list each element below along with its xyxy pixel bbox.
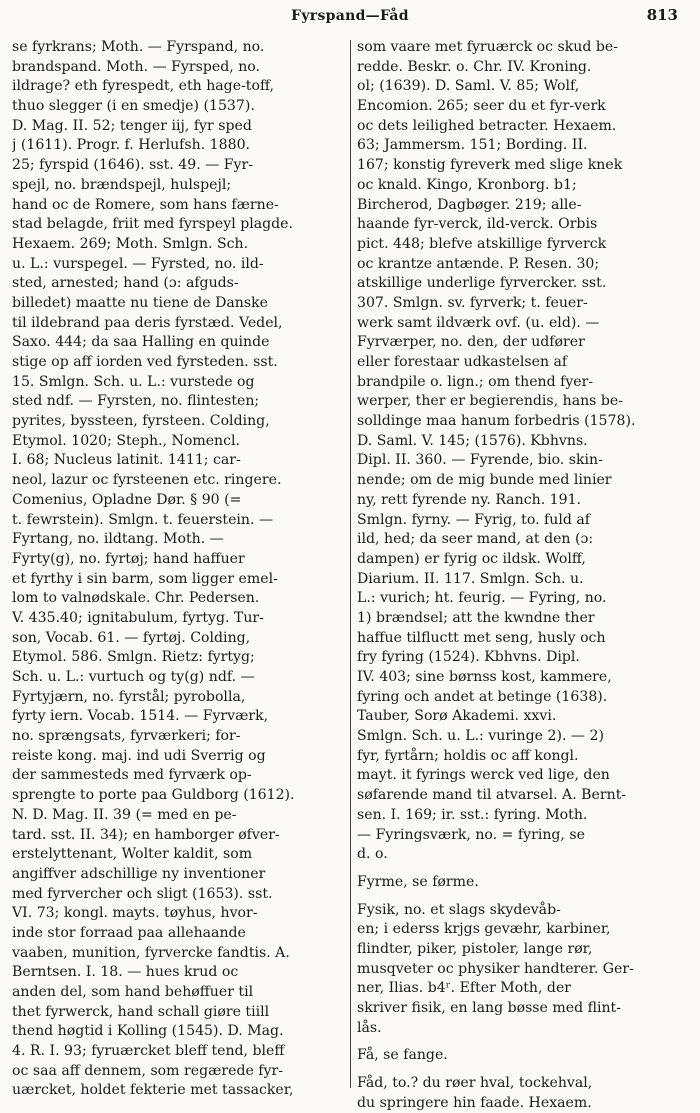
text-line: erstelyttenant, Wolter kaldit, som xyxy=(12,846,253,863)
paragraph-gap xyxy=(357,893,692,901)
text-line: nende; om de mig bunde med linier xyxy=(357,472,612,489)
left-column xyxy=(12,38,347,1101)
text-line: oc krantze antænde. P. Resen. 30; xyxy=(357,255,600,272)
text-line: angiffver adschillige ny inventioner xyxy=(12,865,266,882)
text-line: du springere hin faade. Hexaem. xyxy=(357,1094,592,1111)
text-line: Dipl. II. 360. — Fyrende, bio. skin- xyxy=(357,452,603,469)
text-line: fyr, fyrtårn; holdis oc aff kongl. xyxy=(357,747,579,764)
text-line: Hexaem. 269; Moth. Smlgn. Sch. xyxy=(12,235,249,252)
text-line: stad belagde, friit med fyrspeyl plagde. xyxy=(12,216,293,233)
text-line: vaaben, munition, fyrvercke fandtis. A. xyxy=(12,944,290,961)
text-line: billedet) maatte nu tiene de Danske xyxy=(12,294,268,311)
text-line: sted, arnested; hand (ɔ: afguds- xyxy=(12,275,239,292)
running-title: Fyrspand—Fåd xyxy=(291,8,409,24)
text-line: 25; fyrspid (1646). sst. 49. — Fyr- xyxy=(12,157,253,174)
text-line: fry fyring (1524). Kbhvns. Dipl. xyxy=(357,649,580,666)
text-line: Fysik, no. et slags skydevåb- xyxy=(357,901,561,918)
text-line: D. Mag. II. 52; tenger iij, fyr sped xyxy=(12,117,252,134)
text-line: Smlgn. fyrny. — Fyrig, to. fuld af xyxy=(357,511,590,528)
text-line: tard. sst. II. 34); en hamborger øfver- xyxy=(12,826,280,843)
text-line: Tauber, Sorø Akademi. xxvi. xyxy=(357,708,557,725)
right-column xyxy=(357,38,692,1113)
paragraph-gap xyxy=(357,1038,692,1046)
text-line: ny, rett fyrende ny. Ranch. 191. xyxy=(357,491,582,508)
text-line: Fyrtyjærn, no. fyrstål; pyrobolla, xyxy=(12,688,246,705)
text-line: hand oc de Romere, som hans færne- xyxy=(12,196,279,213)
text-line: sted ndf. — Fyrsten, no. flintesten; xyxy=(12,393,260,410)
text-line: sprengte to porte paa Guldborg (1612). xyxy=(12,787,295,804)
text-line: oc knald. Kingo, Kronborg. b1; xyxy=(357,176,577,193)
text-line: 15. Smlgn. Sch. u. L.: vurstede og xyxy=(12,373,255,390)
right-column-tail xyxy=(357,865,692,1113)
text-line: søfarende mand til atvarsel. A. Bernt- xyxy=(357,787,627,804)
text-line: V. 435.40; ignitabulum, fyrtyg. Tur- xyxy=(12,609,264,626)
text-line: haffue tilfluctt met seng, husly och xyxy=(357,629,606,646)
text-line: ild, hed; da seer mand, at den (ɔ: xyxy=(357,531,594,548)
text-line: spejl, no. brændspejl, hulspejl; xyxy=(12,176,232,193)
text-line: Etymol. 1020; Steph., Nomencl. xyxy=(12,432,241,449)
text-line: Fåd, to.? du røer hval, tockehval, xyxy=(357,1075,593,1092)
text-line: Fyrtang, no. ildtang. Moth. — xyxy=(12,531,224,548)
text-line: 167; konstig fyreverk med slige knek xyxy=(357,157,623,174)
text-line: se fyrkrans; Moth. — Fyrspand, no. xyxy=(12,39,265,55)
text-line: Fyrme, se førme. xyxy=(357,873,479,890)
paragraph-gap xyxy=(357,1066,692,1074)
text-line: Diarium. II. 117. Smlgn. Sch. u. xyxy=(357,570,584,587)
text-line: — Fyringsværk, no. = fyring, se xyxy=(357,826,585,843)
text-line: no. sprængsats, fyrværkeri; for- xyxy=(12,728,241,745)
text-line: thend høgtid i Kolling (1545). D. Mag. xyxy=(12,1023,284,1040)
text-line: et fyrthy i sin barm, som ligger emel- xyxy=(12,570,278,587)
text-line: j (1611). Progr. f. Herlufsh. 1880. xyxy=(12,137,251,154)
text-line: en; i ederss krjgs gevæhr, karbiner, xyxy=(357,921,611,938)
text-line: werk samt ildværk ovf. (u. eld). — xyxy=(357,314,600,331)
text-line: brandspand. Moth. — Fyrsped, no. xyxy=(12,58,261,75)
page-number: 813 xyxy=(646,6,678,24)
text-line: L.: vurich; ht. feurig. — Fyring, no. xyxy=(357,590,607,607)
text-line: flindter, piker, pistoler, lange rør, xyxy=(357,940,593,957)
text-line: atskillige underlige fyrvercker. sst. xyxy=(357,275,607,292)
text-line: Etymol. 586. Smlgn. Rietz: fyrtyg; xyxy=(12,649,255,666)
text-line: ol; (1639). D. Saml. V. 85; Wolf, xyxy=(357,78,580,95)
text-line: thuo slegger (i en smedje) (1537). xyxy=(12,98,255,115)
text-line: brandpile o. lign.; om thend fyer- xyxy=(357,373,594,390)
text-line: redde. Beskr. o. Chr. IV. Kroning. xyxy=(357,58,592,75)
text-line: Fyrværper, no. den, der udfører xyxy=(357,334,585,351)
text-line: Få, se fange. xyxy=(357,1047,448,1064)
text-line: werper, ther er begierendis, hans be- xyxy=(357,393,624,410)
text-line: neol, lazur oc fyrsteenen etc. ringere. xyxy=(12,472,282,489)
text-line: N. D. Mag. II. 39 (= med en pe- xyxy=(12,806,237,823)
text-line: ildrage? eth fyrespedt, eth hage-toff, xyxy=(12,78,274,95)
text-line: til ildebrand paa deris fyrstæd. Vedel, xyxy=(12,314,283,331)
text-line: son, Vocab. 61. — fyrtøj. Colding, xyxy=(12,629,251,646)
text-line: D. Saml. V. 145; (1576). Kbhvns. xyxy=(357,432,588,449)
text-line: pyrites, byssteen, fyrsteen. Colding, xyxy=(12,413,270,430)
text-line: sen. I. 169; ir. sst.: fyring. Moth. xyxy=(357,806,588,823)
page-header xyxy=(0,0,700,40)
text-line: d. o. xyxy=(357,846,388,863)
text-line: thet fyrwerck, hand schall giøre tiill xyxy=(12,1003,270,1020)
text-line: Saxo. 444; da saa Halling en quinde xyxy=(12,334,270,351)
column-divider xyxy=(350,40,351,1088)
text-line: IV. 403; sine børnss kost, kammere, xyxy=(357,669,612,685)
text-line: reiste kong. maj. ind udi Sverrig og xyxy=(12,747,266,764)
text-line: uærcket, holdet fekterie met tassacker, xyxy=(12,1082,294,1099)
text-line: 1) brændsel; att the kwndne ther xyxy=(357,609,595,626)
text-line: pict. 448; blefve atskillige fyrverck xyxy=(357,235,607,252)
text-line: fyrty iern. Vocab. 1514. — Fyrværk, xyxy=(12,708,269,725)
text-line: Sch. u. L.: vurtuch og ty(g) ndf. — xyxy=(12,669,255,685)
text-line: t. fewrstein). Smlgn. t. feuerstein. — xyxy=(12,511,274,528)
text-line: haande fyr-verck, ild-verck. Orbis xyxy=(357,216,598,233)
text-line: Comenius, Opladne Dør. § 90 (= xyxy=(12,491,242,508)
text-line: oc dets leilighed betracter. Hexaem. xyxy=(357,117,617,134)
text-line: oc saa aff dennem, som regærede fyr- xyxy=(12,1062,283,1079)
text-line: I. 68; Nucleus latinit. 1411; car- xyxy=(12,452,241,469)
text-line: med fyrvercher och sligt (1653). sst. xyxy=(12,885,273,902)
text-line: mayt. it fyrings werck ved lige, den xyxy=(357,767,610,784)
text-line: 4. R. I. 93; fyruærcket bleff tend, bleff xyxy=(12,1043,285,1060)
text-line: dampen) er fyrig oc ildsk. Wolff, xyxy=(357,550,586,567)
text-line: stige op aff iorden ved fyrsteden. sst. xyxy=(12,354,278,370)
text-line: ner, Ilias. b4ʳ. Efter Moth, der xyxy=(357,980,572,997)
text-line: inde stor forraad paa allehaande xyxy=(12,924,246,941)
text-line: der sammesteds med fyrværk op- xyxy=(12,767,252,784)
text-line: lom to valnødskale. Chr. Pedersen. xyxy=(12,590,260,607)
text-line: musqveter oc physiker handterer. Ger- xyxy=(357,960,634,977)
text-line: 63; Jammersm. 151; Bording. II. xyxy=(357,137,588,154)
text-line: eller forestaar udkastelsen af xyxy=(357,354,568,370)
text-line: Berntsen. I. 18. — hues krud oc xyxy=(12,964,239,981)
text-line: Fyrty(g), no. fyrtøj; hand haffuer xyxy=(12,550,245,567)
text-line: solldinge maa hanum forbedris (1578). xyxy=(357,413,636,430)
text-line: u. L.: vurspegel. — Fyrsted, no. ild- xyxy=(12,255,264,272)
text-line: VI. 73; kongl. mayts. tøyhus, hvor- xyxy=(12,905,258,922)
right-column-main xyxy=(357,38,692,865)
text-line: som vaare met fyruærck oc skud be- xyxy=(357,39,618,55)
text-line: Encomion. 265; seer du et fyr-verk xyxy=(357,98,606,115)
text-line: skriver fisik, en lang bøsse med flint- xyxy=(357,1000,621,1016)
text-line: anden del, som hand behøffuer til xyxy=(12,984,254,1000)
text-line: 307. Smlgn. sv. fyrverk; t. feuer- xyxy=(357,294,588,311)
text-line: Bircherod, Dagbøger. 219; alle- xyxy=(357,196,582,213)
paragraph-gap xyxy=(357,865,692,873)
text-line: Smlgn. Sch. u. L.: vuringe 2). — 2) xyxy=(357,728,604,745)
text-line: fyring och andet at betinge (1638). xyxy=(357,688,608,705)
text-line: lås. xyxy=(357,1019,382,1036)
